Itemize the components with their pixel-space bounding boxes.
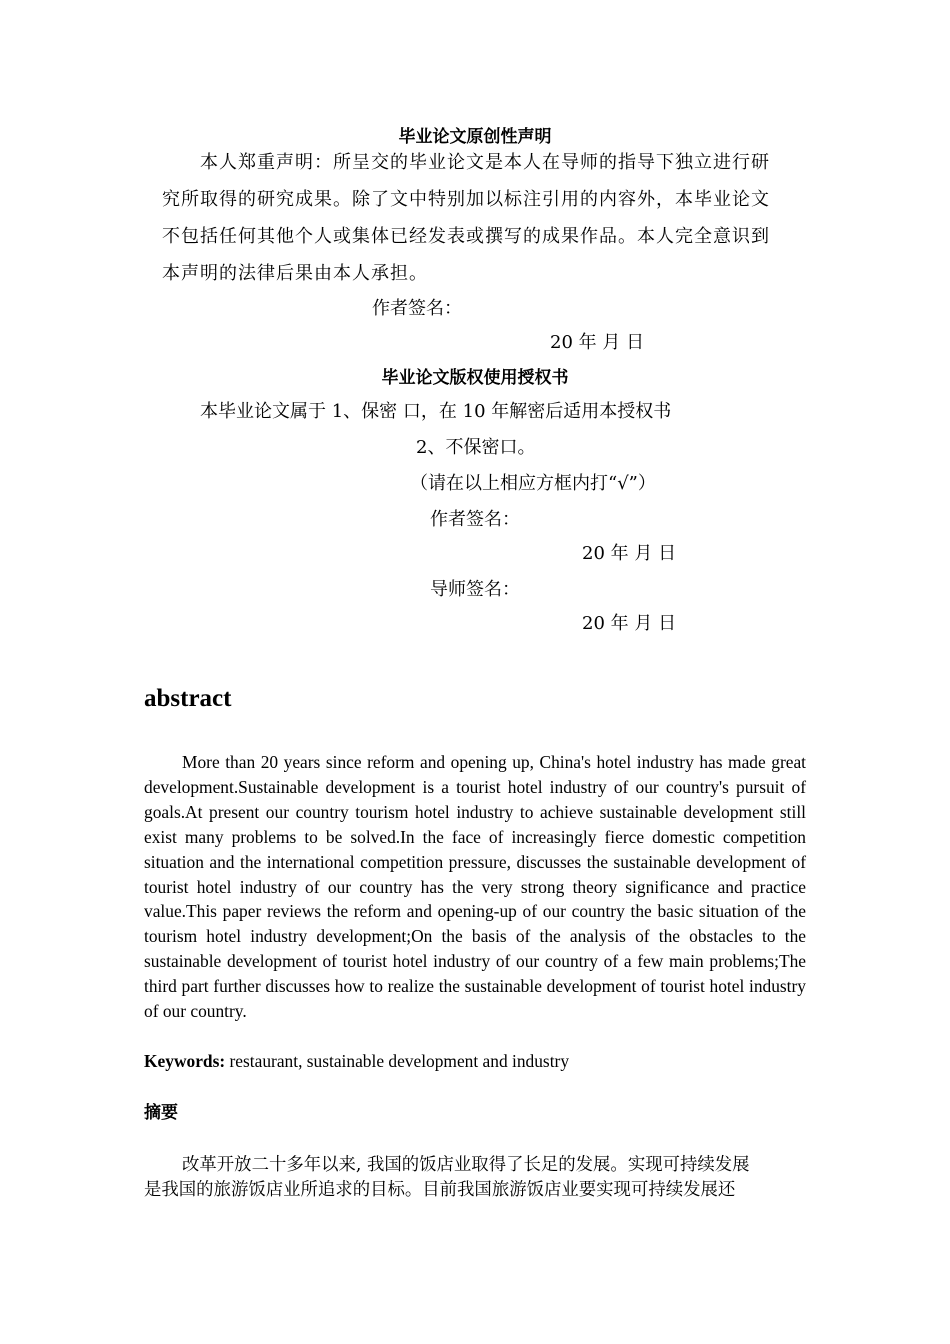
originality-line-3: 不包括任何其他个人或集体已经发表或撰写的成果作品。本人完全意识到 <box>162 226 770 247</box>
keywords-label: Keywords: <box>144 1051 226 1071</box>
copyright-title: 毕业论文版权使用授权书 <box>381 368 569 388</box>
originality-title: 毕业论文原创性声明 <box>398 127 552 147</box>
copyright-author-signature: 作者签名： <box>430 509 520 530</box>
abstract-heading: abstract <box>144 685 232 712</box>
chinese-abstract-line-2: 是我国的旅游饭店业所追求的目标。目前我国旅游饭店业要实现可持续发展还 <box>144 1180 736 1200</box>
chinese-abstract-heading: 摘要 <box>144 1103 178 1123</box>
originality-line-1: 本人郑重声明：所呈交的毕业论文是本人在导师的指导下独立进行研 <box>200 152 770 173</box>
originality-line-2: 究所取得的研究成果。除了文中特别加以标注引用的内容外，本毕业论文 <box>162 189 770 210</box>
copyright-instruction: （请在以上相应方框内打“√”） <box>410 473 656 494</box>
originality-line-4: 本声明的法律后果由本人承担。 <box>162 263 428 284</box>
originality-date: 20 年 月 日 <box>550 332 645 353</box>
copyright-advisor-signature: 导师签名： <box>430 579 520 600</box>
copyright-advisor-date: 20 年 月 日 <box>582 613 677 634</box>
originality-author-signature: 作者签名： <box>372 298 462 319</box>
keywords-value: restaurant, sustainable development and industry <box>225 1051 570 1071</box>
keywords-line <box>144 1049 569 1073</box>
copyright-nonconfidential-line: 2、不保密口。 <box>416 437 536 458</box>
copyright-author-date: 20 年 月 日 <box>582 543 677 564</box>
chinese-abstract-line-1: 改革开放二十多年以来, 我国的饭店业取得了长足的发展。实现可持续发展 <box>182 1155 750 1175</box>
abstract-body: More than 20 years since reform and opening up, China's hotel industry has made great development.Sustainable development is a tourist hotel industry of our country's pursuit of goals.At present our country tourism hotel industry to achieve sustainable development still exist many problems to be solved.In the face of increasingly fierce domestic competition situation and the international competition pressure, discusses the sustainable development of tourist hotel industry of our country has the very strong theory significance and practice value.This paper reviews the reform and opening-up of our country the basic situation of the tourism hotel industry development;On the basis of the analysis of the obstacles to the sustainable development of tourist hotel industry of our country of a few main problems;The third part further discusses how to realize the sustainable development of tourist hotel industry of our country. <box>144 752 806 1022</box>
copyright-confidential-line: 本毕业论文属于 1、保密 口，在 10 年解密后适用本授权书 <box>200 401 672 422</box>
